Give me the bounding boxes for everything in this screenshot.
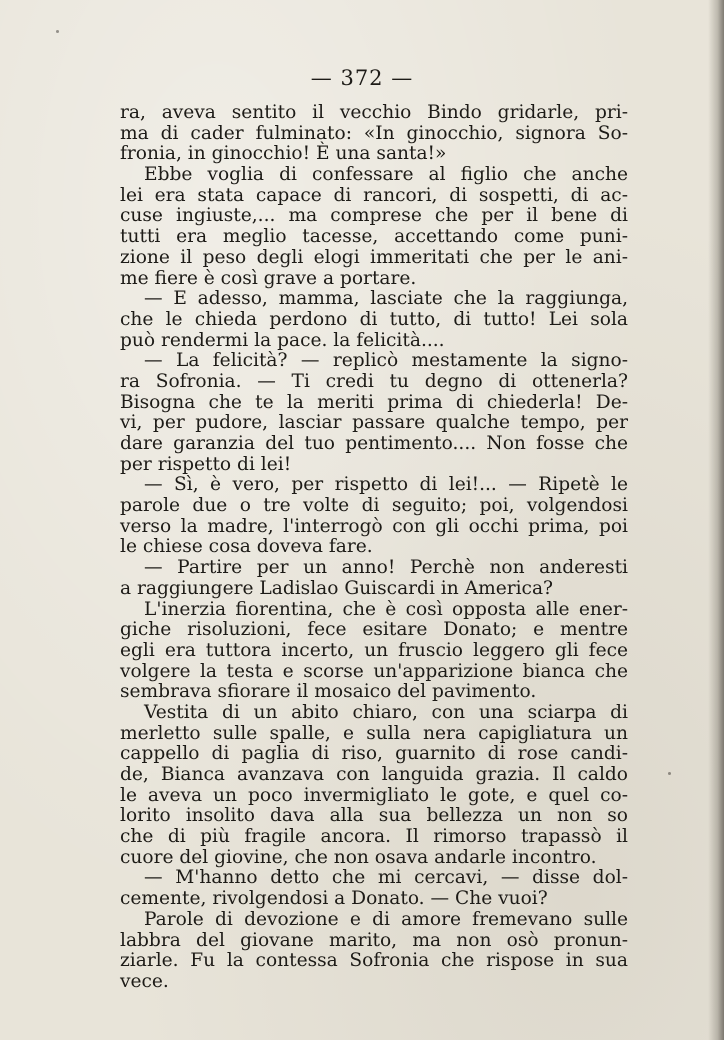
text-line: egli era tuttora incerto, un fruscio leggero gli fece [120,639,628,661]
text-line: le aveva un poco invermigliato le gote, e quel co- [120,784,628,806]
text-line: merletto sulle spalle, e sulla nera capigliatura un [120,722,628,744]
text-line: Parole di devozione e di amore fremevano sulle [144,908,628,930]
text-line: cuse ingiuste,... ma comprese che per il bene di [120,205,628,227]
text-line: cappello di paglia di riso, guarnito di rose candi- [120,743,628,765]
text-line: tutti era meglio tacesse, accettando come puni- [120,226,628,248]
page-number: — 372 — [310,66,414,90]
text-line: ra Sofronia. — Ti credi tu degno di ottenerla? [120,370,628,392]
print-speck [56,30,59,33]
text-line: vi, per pudore, lasciar passare qualche tempo, per [120,412,628,434]
text-line: — M'hanno detto che mi cercavi, — disse dol- [144,867,628,889]
text-line: zione il peso degli elogi immeritati che per le ani- [120,246,628,268]
text-line: — E adesso, mamma, lasciate che la raggiunga, [144,288,628,310]
text-line: verso la madre, l'interrogò con gli occhi prima, poi [120,515,628,537]
text-line: lorito insolito dava alla sua bellezza un non so [120,805,628,827]
text-line: de, Bianca avanzava con languida grazia. Il caldo [120,764,628,785]
text-line: Bisogna che te la meriti prima di chiederla! De- [120,391,628,413]
text-line: — Partire per un anno! Perchè non anderesti [144,557,628,579]
text-line: che di più fragile ancora. Il rimorso trapassò il [120,826,628,848]
text-line: fronia, in ginocchio! È una santa!» [120,143,447,165]
text-line: può rendermi la pace. la felicità.... [120,329,445,351]
text-line: labbra del giovane marito, ma non osò pronun- [120,929,628,951]
text-line: cemente, rivolgendosi a Donato. — Che vuoi? [120,888,548,910]
text-line: — La felicità? — replicò mestamente la signo- [144,350,628,372]
body-text [120,103,628,993]
text-line: volgere la testa e scorse un'apparizione bianca che [120,660,628,682]
text-line: L'inerzia fiorentina, che è così opposta alle ener- [144,598,628,620]
text-line: ma di cader fulminato: «In ginocchio, signora So- [120,122,628,144]
text-line: che le chieda perdono di tutto, di tutto! Lei sola [120,308,628,330]
text-line: ra, aveva sentito il vecchio Bindo gridarle, pri- [120,102,628,123]
text-line: vece. [120,970,169,992]
text-line: me fiere è così grave a portare. [120,267,417,289]
print-speck [668,772,671,775]
text-line: dare garanzia del tuo pentimento.... Non fosse che [120,433,628,454]
text-line: Ebbe voglia di confessare al figlio che anche [144,164,628,186]
text-line: lei era stata capace di rancori, di sospetti, di ac- [120,184,628,206]
text-line: — Sì, è vero, per rispetto di lei!... — Ripetè le [144,474,628,496]
text-line: Vestita di un abito chiaro, con una sciarpa di [144,701,628,723]
text-line: cuore del giovine, che non osava andarle incontro. [120,846,597,868]
text-line: a raggiungere Ladislao Guiscardi in America? [120,577,554,599]
text-line: ziarle. Fu la contessa Sofronia che rispose in sua [120,950,628,972]
text-line: le chiese cosa doveva fare. [120,536,373,558]
page-edge-shadow [708,0,724,1040]
text-line: giche risoluzioni, fece esitare Donato; e mentre [120,619,628,641]
text-line: per rispetto di lei! [120,453,292,475]
text-line: parole due o tre volte di seguito; poi, volgendosi [120,495,628,517]
text-line: sembrava sfiorare il mosaico del pavimento. [120,681,537,703]
